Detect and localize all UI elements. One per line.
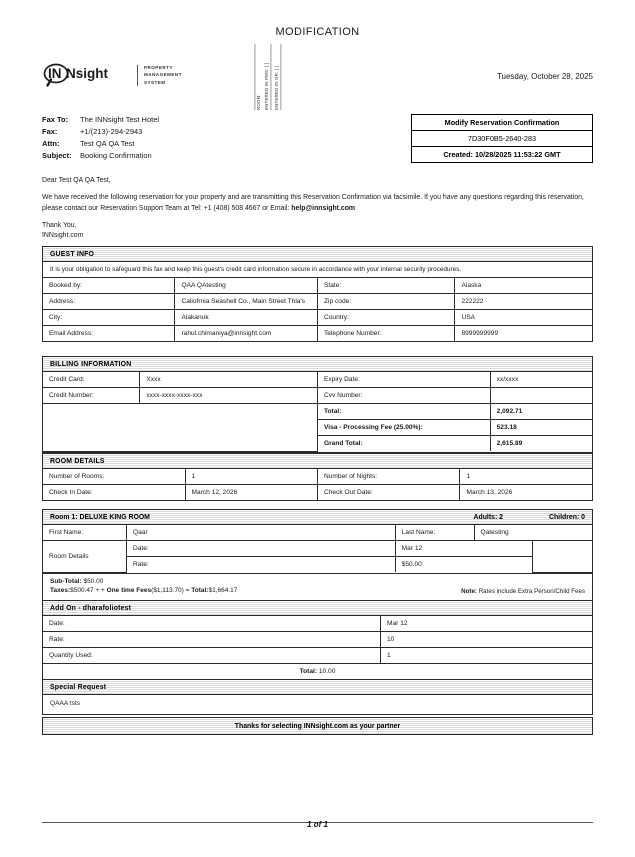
room-rates-note — [461, 587, 585, 596]
telephone-label: Telephone Number: — [317, 326, 454, 342]
fax-attn-value: Test QA QA Test — [80, 139, 135, 149]
credit-number-value: xxxx-xxxx-xxxx-xxx — [140, 388, 318, 404]
room-one-header — [43, 510, 592, 525]
last-name-value: Qatesting — [474, 525, 592, 541]
room-one-footer — [43, 573, 592, 601]
guest-info-section — [42, 246, 593, 342]
room-details-heading: ROOM DETAILS — [43, 454, 592, 469]
room-rate-value: $50.00 — [395, 557, 533, 573]
table-row — [43, 372, 592, 388]
room-one-table — [43, 525, 592, 573]
city-value: Alakanuk — [175, 310, 318, 326]
special-request-heading: Special Request — [43, 680, 592, 695]
guest-info-table — [43, 278, 592, 341]
table-row — [43, 525, 592, 541]
country-value: USA — [455, 310, 592, 326]
credit-card-value: Xxxx — [140, 372, 318, 388]
telephone-value: 8999999999 — [455, 326, 592, 342]
sub-total-line — [50, 577, 585, 587]
support-email: help@innsight.com — [291, 204, 356, 212]
letter-signoff — [42, 221, 593, 241]
room-one-title: Room 1: DELUXE KING ROOM — [50, 513, 150, 521]
room-date-value: Mar 12 — [395, 541, 533, 557]
taxes-amount: $500.47 + + — [70, 587, 107, 595]
add-on-section — [42, 600, 593, 680]
number-of-rooms-value: 1 — [185, 469, 317, 485]
address-label: Address: — [43, 294, 175, 310]
state-value: Alaska — [455, 278, 592, 294]
partner-thanks-banner: Thanks for selecting INNsight.com as your partner — [42, 717, 593, 735]
add-on-total-label: Total: — [299, 668, 318, 675]
one-time-fees-value: ($1,113.70) = — [151, 587, 192, 595]
document-title: MODIFICATION — [275, 26, 360, 38]
room-one-children: Children: 0 — [549, 513, 585, 521]
add-on-quantity-label: Quantity Used: — [43, 648, 381, 664]
guest-info-heading: GUEST INFO — [43, 247, 592, 262]
add-on-total-row — [43, 664, 592, 680]
grand-total-value: 2,615.89 — [490, 436, 592, 452]
fax-to-label: Fax To: — [42, 115, 69, 124]
innsight-logo — [42, 62, 182, 88]
table-row — [43, 469, 592, 485]
expiry-date-label: Expiry Date: — [317, 372, 490, 388]
svg-text:Nsight: Nsight — [66, 66, 108, 81]
table-row — [43, 404, 592, 420]
fax-attn-row — [42, 138, 159, 150]
state-label: State: — [317, 278, 454, 294]
zip-value: 222222 — [455, 294, 592, 310]
letter-body — [42, 176, 593, 241]
billing-table — [43, 372, 592, 452]
table-row — [43, 388, 592, 404]
number-of-rooms-label: Number of Rooms: — [43, 469, 185, 485]
number-of-nights-label: Number of Nights: — [317, 469, 460, 485]
vertical-stamp-marks — [254, 44, 281, 112]
total-value: 2,092.71 — [490, 404, 592, 420]
room-details-label: Room Details — [43, 541, 127, 573]
cvv-value — [490, 388, 592, 404]
processing-fee-label: Visa - Processing Fee (25.00%): — [317, 420, 490, 436]
first-name-label: First Name: — [43, 525, 127, 541]
taxes-total-label: Total: — [191, 587, 209, 595]
taxes-total-value: $1,664.17 — [208, 587, 238, 595]
room-details-section — [42, 453, 593, 501]
table-row — [43, 541, 592, 557]
room-one-section — [42, 509, 593, 601]
table-row — [43, 310, 592, 326]
fax-number-label: Fax: — [42, 127, 58, 137]
table-row — [43, 632, 592, 648]
credit-number-label: Credit Number: — [43, 388, 140, 404]
confirmation-code: 7D30F0B5-2640-283 — [412, 131, 592, 147]
country-label: Country: — [317, 310, 454, 326]
cvv-label: Cvv Number: — [317, 388, 490, 404]
special-request-section — [42, 679, 593, 715]
address-value: Caliofrnia Seashell Co., Main Street Thla's — [175, 294, 318, 310]
logo-tagline — [144, 64, 182, 85]
check-in-value: March 12, 2026 — [185, 485, 317, 501]
fax-to-row — [42, 114, 159, 126]
svg-text:IN: IN — [48, 66, 62, 81]
add-on-table — [43, 616, 592, 679]
room-rate-label: Rate: — [127, 557, 396, 573]
confirmation-box — [411, 114, 593, 163]
logo-tagline-line-1: PROPERTY — [144, 65, 173, 71]
fax-number-row — [42, 126, 159, 138]
fax-subject-label: Subject: — [42, 151, 72, 161]
add-on-rate-value: 10 — [381, 632, 593, 648]
add-on-date-value: Mar 12 — [381, 616, 593, 632]
fax-to-value: The INNsight Test Hotel — [80, 115, 160, 124]
logo-wordmark-icon — [42, 62, 130, 88]
expiry-date-value: xx/xxxx — [490, 372, 592, 388]
room-date-label: Date: — [127, 541, 396, 557]
billing-information-section — [42, 356, 593, 453]
city-label: City: — [43, 310, 175, 326]
email-label: Email Address: — [43, 326, 175, 342]
sub-total-label: Sub-Total: — [50, 577, 82, 585]
logo-tagline-line-3: SYSTEM — [144, 79, 166, 85]
room-details-table — [43, 469, 592, 500]
add-on-quantity-value: 1 — [381, 648, 593, 664]
table-row — [43, 294, 592, 310]
letter-paragraph — [42, 193, 593, 214]
letter-company: INNsight.com — [42, 232, 84, 240]
fax-number-value: +1/(213)-294-2943 — [80, 127, 143, 137]
confirmation-created: Created: 10/28/2025 11:53:22 GMT — [443, 150, 561, 159]
check-out-label: Check Out Date: — [317, 485, 460, 501]
special-request-value: QAAA tsts — [50, 700, 81, 707]
fax-subject-row — [42, 150, 159, 162]
table-row — [43, 648, 592, 664]
add-on-heading: Add On - dharafoliotest — [43, 601, 592, 616]
guest-info-note: It is your obligation to safeguard this fax and keep this guest's credit card information secure in accordance with your internal security procedures. — [43, 262, 592, 278]
table-row — [43, 278, 592, 294]
table-row — [43, 616, 592, 632]
add-on-total-value: 10.00 — [318, 668, 336, 675]
billing-empty-cell — [43, 404, 317, 452]
room-one-empty-cell — [533, 541, 592, 573]
last-name-label: Last Name: — [395, 525, 474, 541]
email-value: rahul.chimaniya@innsight.com — [175, 326, 318, 342]
add-on-rate-label: Rate: — [43, 632, 381, 648]
table-row — [43, 664, 592, 680]
one-time-fees-label: One time Fees — [106, 587, 152, 595]
taxes-label: Taxes: — [50, 587, 71, 595]
booked-by-value: QAA QAtesting — [175, 278, 318, 294]
grand-total-label: Grand Total: — [317, 436, 490, 452]
logo-tagline-line-2: MANAGEMENT — [144, 72, 182, 78]
room-one-adults: Adults: 2 — [473, 513, 503, 521]
number-of-nights-value: 1 — [460, 469, 592, 485]
first-name-value: Qaar — [127, 525, 396, 541]
check-out-value: March 13, 2026 — [460, 485, 592, 501]
credit-card-label: Credit Card: — [43, 372, 140, 388]
fax-attn-label: Attn: — [42, 139, 60, 149]
vertical-mark-entered-pms: ENTERED IN PMS: [ ] — [265, 44, 271, 110]
check-in-label: Check In Date: — [43, 485, 185, 501]
booked-by-label: Booked by: — [43, 278, 175, 294]
fax-header-block — [42, 114, 159, 163]
billing-heading: BILLING INFORMATION — [43, 357, 592, 372]
processing-fee-value: 523.18 — [490, 420, 592, 436]
room-rates-note-label: Note: — [461, 587, 477, 595]
room-rates-note-value: Rates include Extra Person/Child Fees — [478, 587, 585, 595]
letter-paragraph-text: We have received the following reservation for your property and are transmitting this Reservation Confirmation via facsimile. If you have any questions regarding this reservation, please contact our Reservation Support Team at Tel: +1 (408) 508 4667 or Email: — [42, 194, 584, 212]
logo-divider — [137, 65, 138, 86]
add-on-date-label: Date: — [43, 616, 381, 632]
fax-subject-value: Booking Confirmation — [80, 151, 152, 161]
table-row — [43, 326, 592, 342]
letter-thanks: Thank You, — [42, 222, 77, 230]
table-row — [43, 485, 592, 501]
zip-label: Zip code: — [317, 294, 454, 310]
confirmation-heading: Modify Reservation Confirmation — [412, 115, 592, 131]
page-number: 1 of 1 — [307, 820, 328, 829]
vertical-mark-entered-or: ENTERED IN OR: [ ] — [275, 44, 281, 110]
letter-salutation: Dear Test QA QA Test, — [42, 177, 111, 184]
total-label: Total: — [317, 404, 490, 420]
sub-total-value: $50.00 — [83, 577, 104, 585]
document-date: Tuesday, October 28, 2025 — [496, 72, 593, 81]
vertical-mark-room: ROOM: — [254, 44, 262, 110]
